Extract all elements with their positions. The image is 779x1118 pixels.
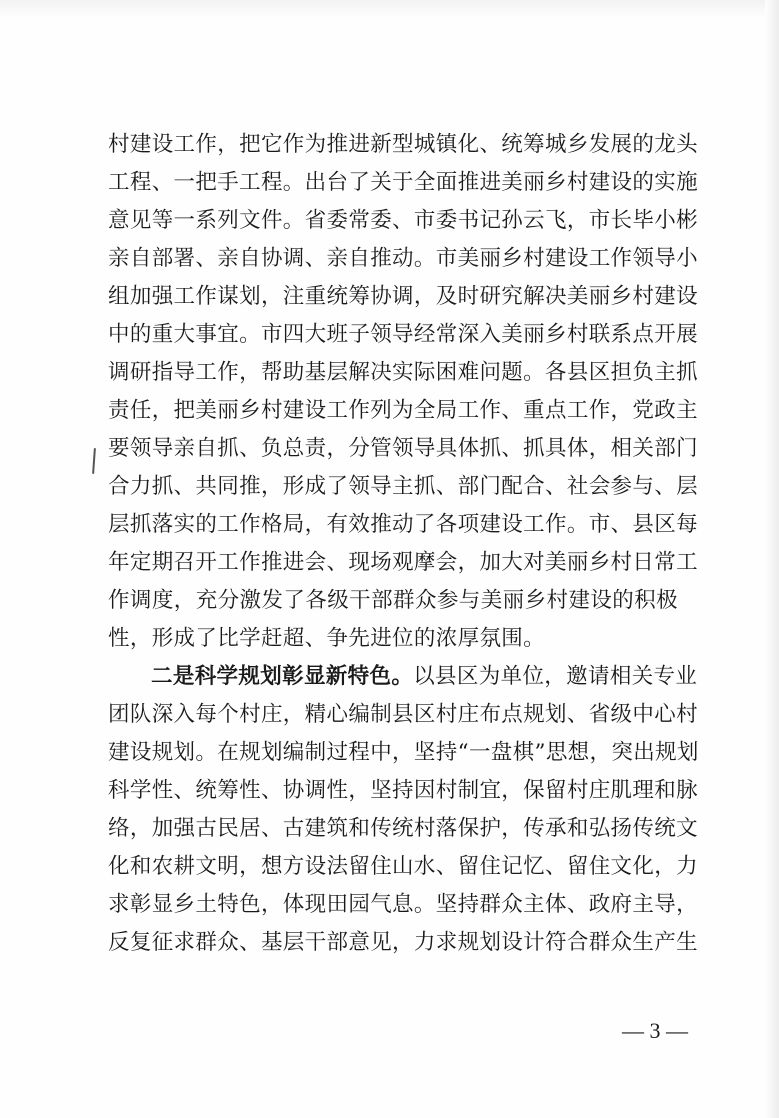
body-text <box>108 126 699 962</box>
text-line: 求彰显乡土特色，体现田园气息。坚持群众主体、政府主导， <box>108 892 698 917</box>
paragraph-2 <box>108 658 699 962</box>
scan-shadow-right <box>765 0 779 1118</box>
text-line: 科学性、统筹性、协调性，坚持因村制宜，保留村庄肌理和脉 <box>108 778 698 803</box>
text-line: 组加强工作谋划，注重统筹协调，及时研究解决美丽乡村建设 <box>108 284 698 309</box>
text-line: 要领导亲自抓、负总责，分管领导具体抓、抓具体，相关部门 <box>108 436 698 461</box>
text-line: 合力抓、共同推，形成了领导主抓、部门配合、社会参与、层 <box>108 474 698 499</box>
text-line: 意见等一系列文件。省委常委、市委书记孙云飞，市长毕小彬 <box>108 208 698 233</box>
text-line-last: 性，形成了比学赶超、争先进位的浓厚氛围。 <box>108 626 546 651</box>
text-line: 络，加强古民居、古建筑和传统村落保护，传承和弘扬传统文 <box>108 816 698 841</box>
text-line: 化和农耕文明，想方设法留住山水、留住记忆、留住文化，力 <box>108 854 698 879</box>
scan-shadow-top <box>0 0 779 18</box>
text-line: 团队深入每个村庄，精心编制县区村庄布点规划、省级中心村 <box>108 702 698 727</box>
text-line: 层抓落实的工作格局，有效推动了各项建设工作。市、县区每 <box>108 512 698 537</box>
text-line: 村建设工作，把它作为推进新型城镇化、统筹城乡发展的龙头 <box>108 132 698 157</box>
text-line-first <box>108 658 698 696</box>
text-line: 亲自部署、亲自协调、亲自推动。市美丽乡村建设工作领导小 <box>108 246 698 271</box>
text-line: 责任，把美丽乡村建设工作列为全局工作、重点工作，党政主 <box>108 398 698 423</box>
page-number: — 3 — <box>622 1018 688 1043</box>
text-line: 中的重大事宜。市四大班子领导经常深入美丽乡村联系点开展 <box>108 322 698 347</box>
text-line: 年定期召开工作推进会、现场观摩会，加大对美丽乡村日常工 <box>108 550 698 575</box>
paragraph-1 <box>108 126 698 658</box>
text-line: 作调度，充分激发了各级干部群众参与美丽乡村建设的积极 <box>108 588 678 613</box>
heading-line-continuation: 以县区为单位，邀请相关专业 <box>413 664 698 689</box>
text-line: 工程、一把手工程。出台了关于全面推进美丽乡村建设的实施 <box>108 170 698 195</box>
text-line: 反复征求群众、基层干部意见，力求规划设计符合群众生产生 <box>108 930 698 955</box>
margin-pencil-mark <box>92 448 96 474</box>
text-line: 建设规划。在规划编制过程中，坚持“一盘棋”思想，突出规划 <box>108 740 699 765</box>
section-heading: 二是科学规划彰显新特色。 <box>151 664 414 689</box>
text-line: 调研指导工作，帮助基层解决实际困难问题。各县区担负主抓 <box>108 360 698 385</box>
